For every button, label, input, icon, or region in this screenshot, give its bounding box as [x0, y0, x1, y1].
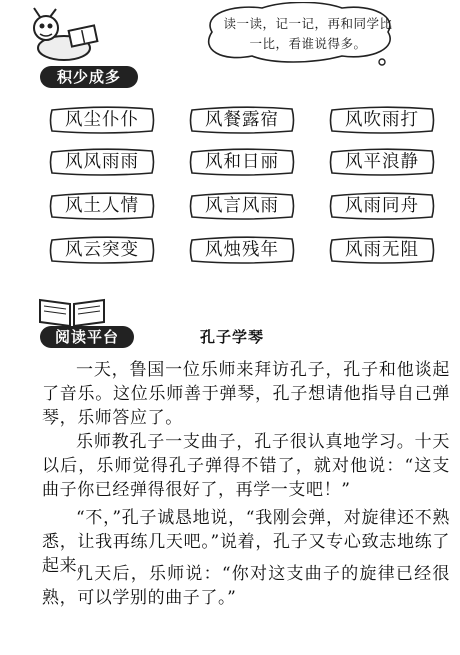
idiom-card: [326, 146, 438, 178]
idiom-text: 风平浪静: [345, 152, 419, 172]
section-label-accumulate: 积少成多: [40, 66, 138, 88]
instruction-text: 读一读，记一记，再和同学比一比，看谁说得多。: [223, 16, 393, 51]
idiom-card: [326, 234, 438, 266]
idiom-text: 风言风雨: [205, 196, 279, 216]
idiom-text: 风雨同舟: [345, 196, 419, 216]
idiom-text: 风土人情: [65, 196, 139, 216]
idiom-text: 风雨无阻: [345, 240, 419, 260]
story-paragraph: “不，”孔子诚恳地说，“我刚会弹，对旋律还不熟悉，让我再练几天吧。”说着，孔子又专心致志地练了起来。: [42, 508, 450, 576]
idiom-text: 风和日丽: [205, 152, 279, 172]
idiom-card: [46, 234, 158, 266]
idiom-text: 风云突变: [65, 240, 139, 260]
story-title: 孔子学琴: [200, 328, 265, 346]
idiom-text: 风尘仆仆: [65, 110, 139, 130]
story-paragraph: 几天后，乐师说：“你对这支曲子的旋律已经很熟，可以学别的曲子了。”: [42, 564, 450, 608]
idiom-card: [186, 104, 298, 136]
idiom-card: [46, 146, 158, 178]
section-label-reading: 阅读平台: [40, 326, 134, 348]
idiom-text: 风吹雨打: [345, 110, 419, 130]
story-paragraph: 一天，鲁国一位乐师来拜访孔子，孔子和他谈起了音乐。这位乐师善于弹琴，孔子想请他指导自己弹琴，乐师答应了。: [42, 360, 450, 428]
idiom-text: 风风雨雨: [65, 152, 139, 172]
reading-bug-mascot-icon: [26, 6, 106, 68]
idiom-card: [186, 146, 298, 178]
idiom-text: 风餐露宿: [205, 110, 279, 130]
idiom-card: [326, 190, 438, 222]
idiom-text: 风烛残年: [205, 240, 279, 260]
story-paragraph: 乐师教孔子一支曲子，孔子很认真地学习。十天以后，乐师觉得孔子弹得不错了，就对他说：“这支曲子你已经弹得很好了，再学一支吧！”: [42, 432, 450, 500]
idiom-card: [46, 104, 158, 136]
idiom-card: [186, 234, 298, 266]
idiom-card: [46, 190, 158, 222]
idiom-card: [186, 190, 298, 222]
idiom-card: [326, 104, 438, 136]
open-book-icon: [36, 296, 108, 328]
